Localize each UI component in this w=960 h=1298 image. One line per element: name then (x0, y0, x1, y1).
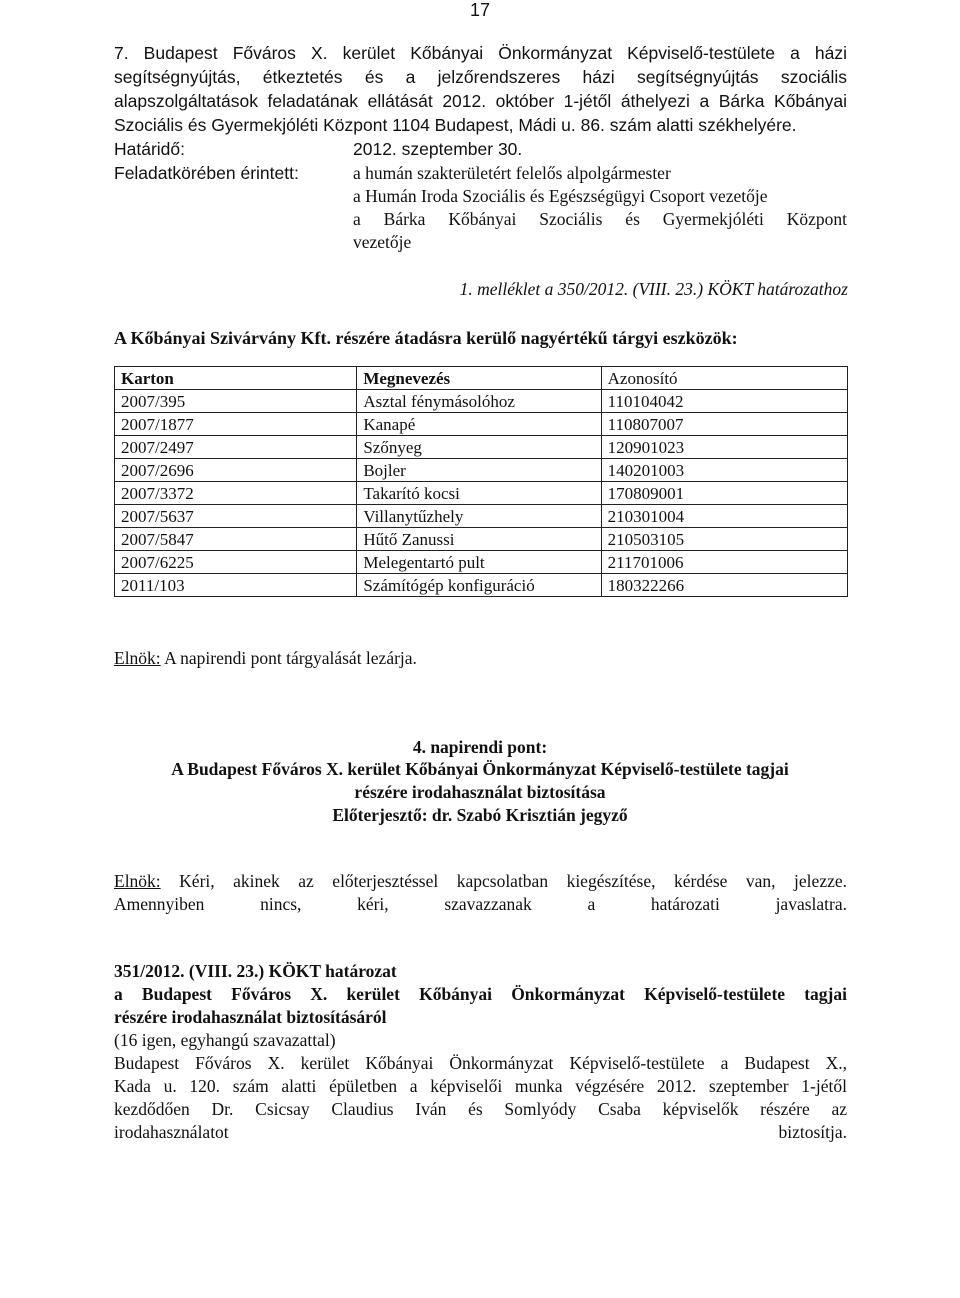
cell-azonosito: 110807007 (601, 413, 847, 436)
cell-karton: 2011/103 (115, 574, 357, 597)
cell-karton: 2007/5637 (115, 505, 357, 528)
resolution-title-line: részére irodahasználat biztosításáról (114, 1007, 387, 1027)
resolution-body (114, 1052, 847, 1144)
resolution-body-line: Kada u. 120. szám alatti épületben a képviselői munka végzésére 2012. szeptember 1-jétől (114, 1076, 847, 1096)
item7-line: Szociális és Gyermekjóléti Központ 1104 Budapest, Mádi u. 86. szám alatti székhelyére. (114, 115, 797, 135)
chair-ask-line: Amennyiben nincs, kéri, szavazzanak a határozati javaslatra. (114, 894, 847, 914)
chair-close-text: A napirendi pont tárgyalását lezárja. (160, 648, 417, 668)
cell-megnevezes: Takarító kocsi (357, 482, 601, 505)
cell-karton: 2007/2696 (115, 459, 357, 482)
cell-megnevezes: Számítógép konfiguráció (357, 574, 601, 597)
cell-karton: 2007/5847 (115, 528, 357, 551)
item7-line: 7. Budapest Főváros X. kerület Kőbányai Önkormányzat Képviselő-testülete a házi (114, 43, 847, 63)
cell-azonosito: 180322266 (601, 574, 847, 597)
cell-karton: 2007/2497 (115, 436, 357, 459)
cell-megnevezes: Villanytűzhely (357, 505, 601, 528)
cell-azonosito: 211701006 (601, 551, 847, 574)
cell-megnevezes: Melegentartó pult (357, 551, 601, 574)
table-row (115, 390, 848, 413)
responsible-item: a humán szakterületért felelős alpolgármester (353, 163, 671, 183)
resolution-body-line: kezdődően Dr. Csicsay Claudius Iván és Somlyódy Csaba képviselők részére az (114, 1099, 847, 1119)
cell-karton: 2007/6225 (115, 551, 357, 574)
deadline-label: Határidő: (114, 139, 186, 159)
table-header-row (115, 367, 848, 390)
resolution-body-line: Budapest Főváros X. kerület Kőbányai Önkormányzat Képviselő-testülete a Budapest X., (114, 1053, 847, 1073)
table-row (115, 482, 848, 505)
cell-azonosito: 170809001 (601, 482, 847, 505)
header-megnevezes: Megnevezés (357, 367, 601, 390)
agenda-title-line: részére irodahasználat biztosítása (354, 782, 606, 802)
cell-megnevezes: Kanapé (357, 413, 601, 436)
cell-megnevezes: Asztal fénymásolóhoz (357, 390, 601, 413)
table-title: A Kőbányai Szivárvány Kft. részére átadásra kerülő nagyértékű tárgyi eszközök: (114, 328, 738, 348)
cell-megnevezes: Hűtő Zanussi (357, 528, 601, 551)
responsible-item: a Bárka Kőbányai Szociális és Gyermekjóléti Központ (353, 209, 847, 229)
responsible-label: Feladatkörében érintett: (114, 163, 299, 183)
resolution-title-line: a Budapest Főváros X. kerület Kőbányai Önkormányzat Képviselő-testülete tagjai (114, 984, 847, 1004)
assets-table (114, 366, 848, 597)
chair-label: Elnök: (114, 871, 161, 891)
cell-karton: 2007/1877 (115, 413, 357, 436)
cell-azonosito: 120901023 (601, 436, 847, 459)
cell-karton: 2007/3372 (115, 482, 357, 505)
cell-megnevezes: Szőnyeg (357, 436, 601, 459)
cell-azonosito: 140201003 (601, 459, 847, 482)
agenda-number: 4. napirendi pont: (412, 737, 548, 757)
agenda-presenter: Előterjesztő: dr. Szabó Krisztián jegyző (332, 805, 628, 825)
table-row (115, 574, 848, 597)
annex-reference: 1. melléklet a 350/2012. (VIII. 23.) KÖKT határozathoz (459, 279, 848, 299)
responsible-item: a Humán Iroda Szociális és Egészségügyi Csoport vezetője (353, 186, 768, 206)
deadline-value: 2012. szeptember 30. (353, 139, 523, 159)
table-row (115, 413, 848, 436)
item7-line: segítségnyújtás, étkeztetés és a jelzőrendszeres házi segítségnyújtás szociális (114, 67, 847, 87)
responsible-list (353, 162, 847, 254)
chair-close-statement (114, 647, 417, 670)
header-karton: Karton (115, 367, 357, 390)
chair-ask-text: Kéri, akinek az előterjesztéssel kapcsolatban kiegészítése, kérdése van, jelezze. (160, 871, 847, 891)
page-number: 17 (469, 0, 491, 20)
resolution-vote: (16 igen, egyhangú szavazattal) (114, 1030, 336, 1050)
cell-azonosito: 110104042 (601, 390, 847, 413)
chair-ask-line (114, 870, 847, 893)
cell-megnevezes: Bojler (357, 459, 601, 482)
table-row (115, 551, 848, 574)
cell-azonosito: 210301004 (601, 505, 847, 528)
cell-karton: 2007/395 (115, 390, 357, 413)
chair-label: Elnök: (114, 648, 161, 668)
resolution-body-line: irodahasználatot biztosítja. (114, 1122, 847, 1142)
table-row (115, 459, 848, 482)
responsible-item: vezetője (353, 232, 412, 252)
table-row (115, 505, 848, 528)
chair-ask-paragraph (114, 870, 847, 916)
agenda-title-line: A Budapest Főváros X. kerület Kőbányai Önkormányzat Képviselő-testülete tagjai (171, 759, 789, 779)
resolution-number: 351/2012. (VIII. 23.) KÖKT határozat (114, 961, 397, 981)
item7-line: alapszolgáltatások feladatának ellátását 2012. október 1-jétől áthelyezi a Bárka Kőbányai (114, 91, 847, 111)
cell-azonosito: 210503105 (601, 528, 847, 551)
header-azonosito: Azonosító (601, 367, 847, 390)
table-row (115, 528, 848, 551)
table-row (115, 436, 848, 459)
item7-paragraph (114, 41, 847, 137)
